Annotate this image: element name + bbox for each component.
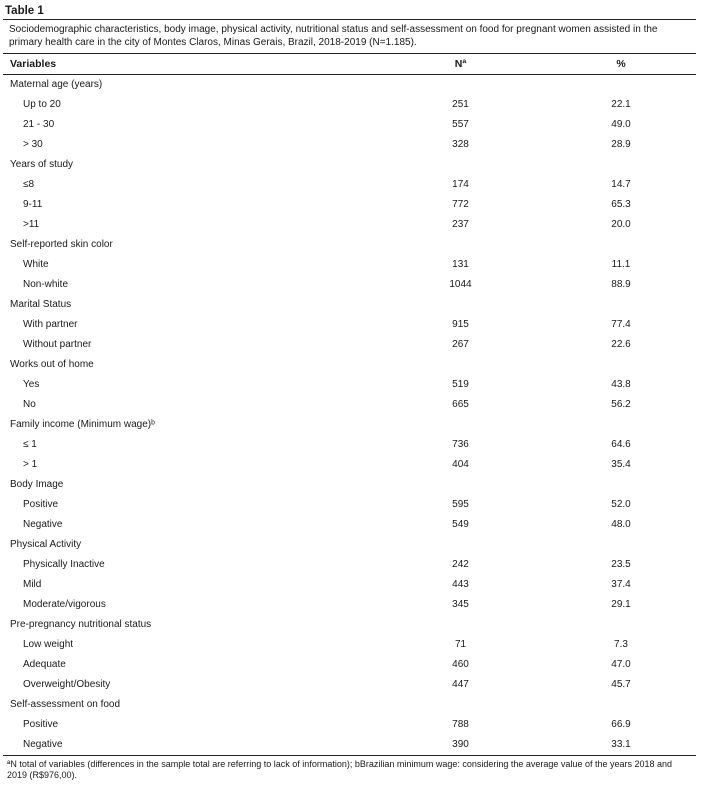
- table-row: [3, 495, 696, 515]
- row-n: 267: [452, 339, 469, 350]
- table-row: [3, 315, 696, 335]
- table-row: [3, 255, 696, 275]
- table-row: [3, 635, 696, 655]
- row-percent: 23.5: [611, 559, 631, 570]
- row-percent: 52.0: [611, 499, 631, 510]
- table-row: [3, 515, 696, 535]
- row-percent: 56.2: [611, 399, 631, 410]
- row-n: 557: [452, 119, 469, 130]
- table-row: [3, 375, 696, 395]
- table-row: [3, 555, 696, 575]
- row-n: 1044: [449, 279, 472, 290]
- table-group-row: [3, 615, 696, 635]
- row-percent: [518, 75, 696, 95]
- row-label: Pre-pregnancy nutritional status: [10, 619, 152, 630]
- row-percent: [518, 355, 696, 375]
- row-label: With partner: [23, 319, 78, 330]
- row-percent: 66.9: [611, 719, 631, 730]
- row-label: Marital Status: [10, 299, 72, 310]
- table-footnote: ªN total of variables (differences in the sample total are referring to lack of information); bBrazilian minimum wage: considering the average value of the years 2018 and 2019 (R$976,00).: [7, 759, 673, 780]
- row-percent: [518, 415, 696, 435]
- row-label: 21 - 30: [23, 119, 55, 130]
- header-variables: Variables: [10, 58, 57, 70]
- row-n: [403, 355, 518, 375]
- row-label: Years of study: [10, 159, 74, 170]
- row-percent: 22.6: [611, 339, 631, 350]
- table-row: [3, 715, 696, 735]
- table-row: [3, 215, 696, 235]
- row-label: ≤8: [23, 179, 35, 190]
- table-row: [3, 115, 696, 135]
- header-percent: %: [616, 58, 626, 70]
- row-label: Self-reported skin color: [10, 239, 113, 250]
- table-group-row: [3, 235, 696, 255]
- table-row: [3, 395, 696, 415]
- row-label: White: [23, 259, 49, 270]
- row-n: 390: [452, 739, 469, 750]
- row-percent: 22.1: [611, 99, 631, 110]
- row-percent: 45.7: [611, 679, 631, 690]
- row-n: 71: [454, 639, 467, 650]
- table-header-row: [3, 54, 696, 74]
- row-n: 242: [452, 559, 469, 570]
- row-n: 519: [452, 379, 469, 390]
- row-n: 404: [452, 459, 469, 470]
- table-row: [3, 435, 696, 455]
- row-label: > 30: [23, 139, 43, 150]
- row-n: [403, 615, 518, 635]
- row-n: [403, 535, 518, 555]
- row-n: [403, 475, 518, 495]
- row-label: Negative: [23, 519, 63, 530]
- row-label: ≤ 1: [23, 439, 37, 450]
- row-label: Self-assessment on food: [10, 699, 121, 710]
- row-label: >11: [23, 219, 40, 230]
- row-percent: 65.3: [611, 199, 631, 210]
- row-percent: 47.0: [611, 659, 631, 670]
- row-percent: [518, 695, 696, 715]
- row-percent: 77.4: [611, 319, 631, 330]
- row-n: 131: [452, 259, 469, 270]
- table-group-row: [3, 475, 696, 495]
- row-n: 345: [452, 599, 469, 610]
- row-percent: 7.3: [614, 639, 628, 650]
- table-row: [3, 95, 696, 115]
- row-label: No: [23, 399, 36, 410]
- row-percent: 35.4: [611, 459, 631, 470]
- table-row: [3, 335, 696, 355]
- table-row: [3, 175, 696, 195]
- row-n: 915: [452, 319, 469, 330]
- row-percent: 88.9: [611, 279, 631, 290]
- table-group-row: [3, 295, 696, 315]
- row-label: Body Image: [10, 479, 64, 490]
- row-label: Negative: [23, 739, 63, 750]
- row-percent: 14.7: [611, 179, 631, 190]
- row-label: Physical Activity: [10, 539, 82, 550]
- row-label: Overweight/Obesity: [23, 679, 111, 690]
- row-label: Positive: [23, 499, 59, 510]
- row-n: 595: [452, 499, 469, 510]
- row-label: Low weight: [23, 639, 74, 650]
- row-label: Maternal age (years): [10, 79, 103, 90]
- table-caption: Sociodemographic characteristics, body image, physical activity, nutritional status and self-assessment on food for pregnant women assisted in the primary health care in the city of Montes Claros, Minas Gerais, Brazil, 2018-2019 (N=1.185).: [9, 24, 658, 48]
- row-n: [403, 415, 518, 435]
- row-label: Works out of home: [10, 359, 94, 370]
- row-n: 328: [452, 139, 469, 150]
- row-percent: 43.8: [611, 379, 631, 390]
- table-row: [3, 455, 696, 475]
- table-row: [3, 595, 696, 615]
- table-row: [3, 135, 696, 155]
- row-n: 665: [452, 399, 469, 410]
- row-n: 251: [452, 99, 469, 110]
- row-percent: 64.6: [611, 439, 631, 450]
- row-label: > 1: [23, 459, 38, 470]
- row-percent: [518, 475, 696, 495]
- row-percent: 20.0: [611, 219, 631, 230]
- row-percent: 49.0: [611, 119, 631, 130]
- row-label: Up to 20: [23, 99, 61, 110]
- row-n: 460: [452, 659, 469, 670]
- row-n: 174: [452, 179, 469, 190]
- row-label: Non-white: [23, 279, 69, 290]
- table-group-row: [3, 415, 696, 435]
- table-figure: [3, 0, 696, 781]
- table-group-row: [3, 75, 696, 95]
- row-n: 443: [452, 579, 469, 590]
- table-row: [3, 675, 696, 695]
- header-n: Nª: [454, 58, 467, 70]
- row-percent: 33.1: [611, 739, 631, 750]
- row-label: Moderate/vigorous: [23, 599, 106, 610]
- row-percent: [518, 615, 696, 635]
- row-n: [403, 155, 518, 175]
- table-body: [3, 75, 696, 755]
- row-n: [403, 75, 518, 95]
- row-label: Mild: [23, 579, 42, 590]
- row-percent: [518, 295, 696, 315]
- row-label: Family income (Minimum wage)ᵇ: [10, 419, 155, 430]
- row-n: [403, 695, 518, 715]
- row-label: Adequate: [23, 659, 66, 670]
- table-title: Table 1: [5, 5, 44, 17]
- row-percent: [518, 155, 696, 175]
- table-group-row: [3, 535, 696, 555]
- row-percent: [518, 535, 696, 555]
- row-percent: 29.1: [611, 599, 631, 610]
- row-n: 772: [452, 199, 469, 210]
- row-percent: 37.4: [611, 579, 631, 590]
- row-label: 9-11: [23, 199, 43, 210]
- table-row: [3, 575, 696, 595]
- row-n: [403, 295, 518, 315]
- row-percent: [518, 235, 696, 255]
- table-row: [3, 195, 696, 215]
- row-n: 788: [452, 719, 469, 730]
- table-group-row: [3, 155, 696, 175]
- row-percent: 48.0: [611, 519, 631, 530]
- row-n: [403, 235, 518, 255]
- table-row: [3, 655, 696, 675]
- table-group-row: [3, 695, 696, 715]
- row-n: 736: [452, 439, 469, 450]
- row-percent: 11.1: [611, 259, 631, 270]
- row-n: 447: [452, 679, 469, 690]
- row-label: Positive: [23, 719, 59, 730]
- row-n: 549: [452, 519, 469, 530]
- row-label: Yes: [23, 379, 40, 390]
- row-n: 237: [452, 219, 469, 230]
- row-label: Without partner: [23, 339, 92, 350]
- row-label: Physically Inactive: [23, 559, 105, 570]
- table-row: [3, 275, 696, 295]
- table-row: [3, 735, 696, 755]
- row-percent: 28.9: [611, 139, 631, 150]
- table-group-row: [3, 355, 696, 375]
